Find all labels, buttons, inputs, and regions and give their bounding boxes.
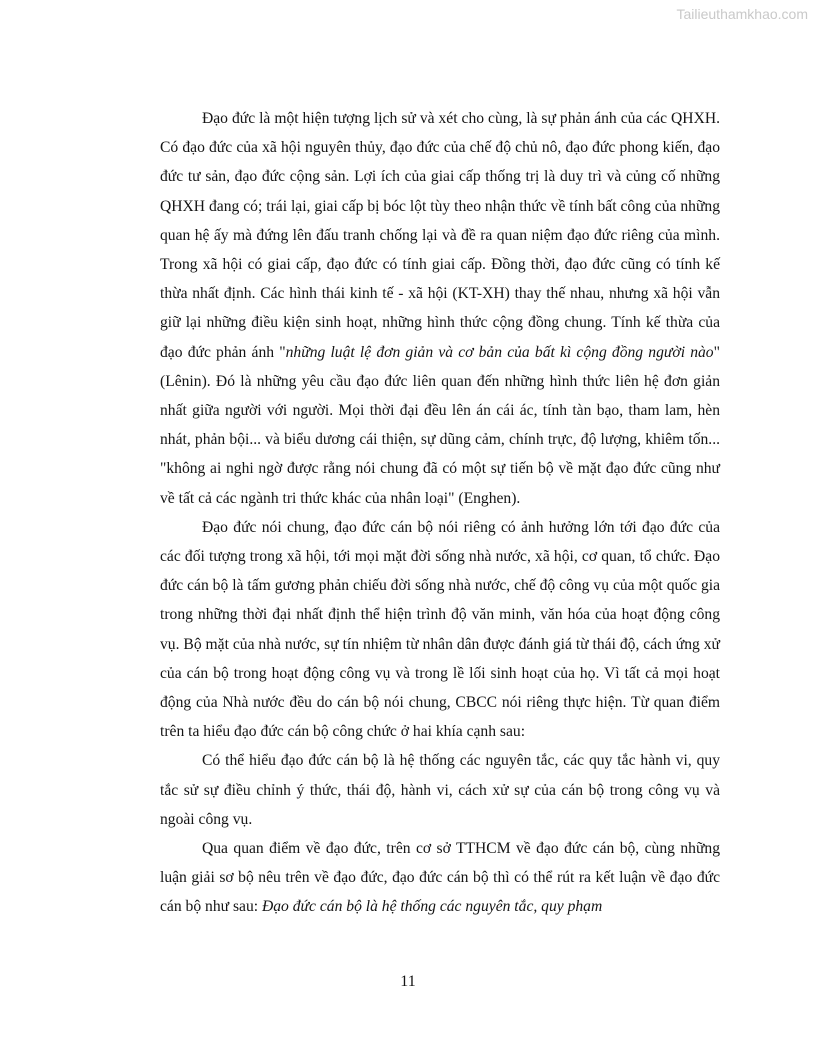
text-run: Đạo đức nói chung, đạo đức cán bộ nói riêng có ảnh hưởng lớn tới đạo đức của các đối tượng trong xã hội, tới mọi mặt đời sống nhà nước, xã hội, cơ quan, tổ chức. Đạo đức cán bộ là tấm gương phản chiếu đời sống nhà nước, chế độ công vụ của một quốc gia trong những thời đại nhất định thể hiện trình độ văn minh, văn hóa của hoạt động công vụ. Bộ mặt của nhà nước, sự tín nhiệm từ nhân dân được đánh giá từ thái độ, cách ứng xử của cán bộ trong hoạt động công vụ và trong lề lối sinh hoạt của họ. Vì tất cả mọi hoạt động của Nhà nước đều do cán bộ nói chung, CBCC nói riêng thực hiện. Từ quan điểm trên ta hiểu đạo đức cán bộ công chức ở hai khía cạnh sau: — [160, 518, 720, 741]
paragraph-2 — [160, 513, 720, 747]
text-run: Đạo đức là một hiện tượng lịch sử và xét cho cùng, là sự phản ánh của các QHXH. Có đạo đức của xã hội nguyên thủy, đạo đức của chế độ chủ nô, đạo đức phong kiến, đạo đức tư sản, đạo đức cộng sản. Lợi ích của giai cấp thống trị là duy trì và củng cố những QHXH đang có; trái lại, giai cấp bị bóc lột tùy theo nhận thức về tính bất công của những quan hệ ấy mà đứng lên đấu tranh chống lại và đề ra quan niệm đạo đức riêng của mình. Trong xã hội có giai cấp, đạo đức có tính giai cấp. Đồng thời, đạo đức cũng có tính kế thừa nhất định. Các hình thái kinh tế - xã hội (KT-XH) thay thế nhau, nhưng xã hội vẫn giữ lại những điều kiện sinh hoạt, những hình thức cộng đồng chung. Tính kế thừa của đạo đức phản ánh " — [160, 110, 720, 361]
text-run: Qua quan điểm về đạo đức, trên cơ sở TTHCM về đạo đức cán bộ, cùng những luận giải sơ bộ nêu trên về đạo đức, đạo đức cán bộ thì có thể rút ra kết luận về đạo đức cán bộ như sau: — [160, 840, 720, 916]
watermark: Tailieuthamkhao.com — [676, 6, 808, 22]
italic-quote: những luật lệ đơn giản và cơ bản của bất kì cộng đồng người nào — [285, 343, 714, 361]
paragraph-1 — [160, 104, 720, 513]
text-run: Có thể hiểu đạo đức cán bộ là hệ thống các nguyên tắc, các quy tắc hành vi, quy tắc sử sự điều chỉnh ý thức, thái độ, hành vi, cách xử sự của cán bộ trong công vụ và ngoài công vụ. — [160, 752, 720, 828]
page-number: 11 — [400, 973, 416, 990]
paragraph-4 — [160, 834, 720, 922]
italic-definition: Đạo đức cán bộ là hệ thống các nguyên tắc, quy phạm — [262, 898, 603, 916]
text-run: " (Lênin). Đó là những yêu cầu đạo đức liên quan đến những hình thức liên hệ đơn giản nhất giữa người với người. Mọi thời đại đều lên án cái ác, tính tàn bạo, tham lam, hèn nhát, phản bội... và biểu dương cái thiện, sự dũng cảm, chính trực, độ lượng, khiêm tốn... "không ai nghi ngờ được rằng nói chung đã có một sự tiến bộ về mặt đạo đức cũng như về tất cả các ngành tri thức khác của nhân loại" (Enghen). — [160, 343, 720, 507]
document-body — [160, 104, 720, 922]
paragraph-3 — [160, 746, 720, 834]
